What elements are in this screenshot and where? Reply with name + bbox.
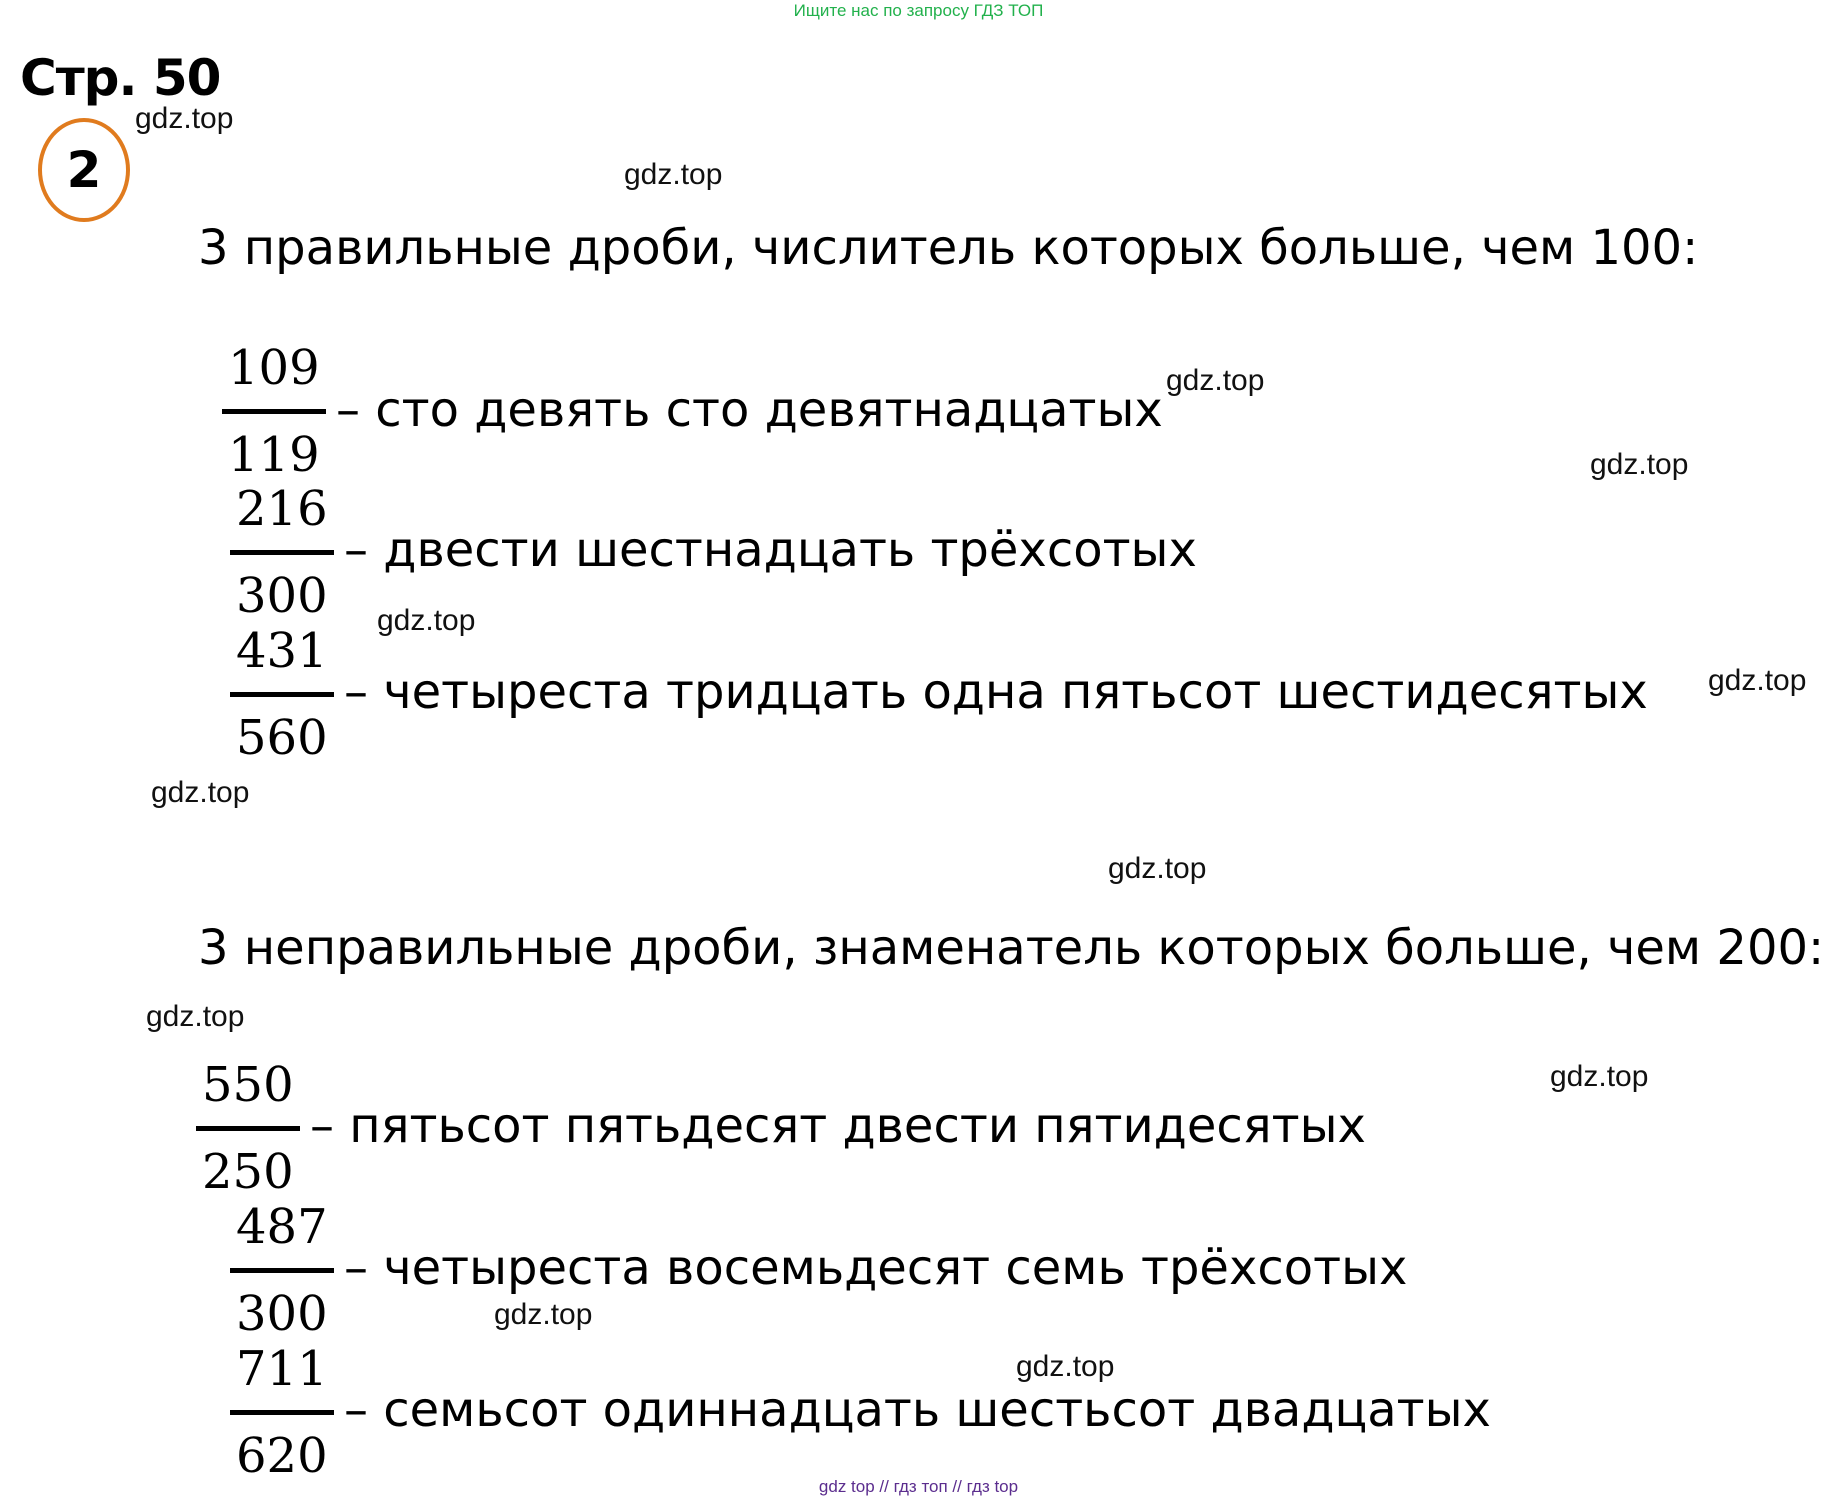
fraction-numerator: 431 xyxy=(236,623,328,679)
fraction-6 xyxy=(230,1338,334,1487)
watermark: gdz.top xyxy=(135,102,234,135)
fraction-numerator: 109 xyxy=(228,340,320,396)
fraction-numerator: 550 xyxy=(202,1057,294,1113)
fraction-denominator: 300 xyxy=(236,568,328,624)
fraction-2 xyxy=(230,478,334,627)
fraction-1 xyxy=(222,337,326,486)
fraction-denominator: 119 xyxy=(228,427,320,483)
watermark: gdz.top xyxy=(1166,364,1265,397)
watermark: gdz.top xyxy=(151,776,250,809)
fraction-bar xyxy=(222,409,326,414)
fraction-2-reading: – двести шестнадцать трёхсотых xyxy=(344,522,1197,578)
fraction-6-reading: – семьсот одиннадцать шестьсот двадцатых xyxy=(344,1382,1491,1438)
fraction-4-reading: – пятьсот пятьдесят двести пятидесятых xyxy=(310,1098,1366,1154)
footer-links: gdz top // гдз топ // гдз top xyxy=(818,1477,1019,1496)
fraction-numerator: 216 xyxy=(236,481,328,537)
fraction-numerator: 487 xyxy=(236,1199,328,1255)
fraction-3-reading: – четыреста тридцать одна пятьсот шестидесятых xyxy=(344,664,1648,720)
fraction-bar xyxy=(230,1268,334,1273)
fraction-5-reading: – четыреста восемьдесят семь трёхсотых xyxy=(344,1240,1408,1296)
watermark: gdz.top xyxy=(1550,1060,1649,1093)
watermark: gdz.top xyxy=(494,1298,593,1331)
task-number: 2 xyxy=(66,141,102,199)
watermark: gdz.top xyxy=(377,604,476,637)
page-title: Стр. 50 xyxy=(20,49,221,107)
fraction-bar xyxy=(230,550,334,555)
fraction-1-reading: – сто девять сто девятнадцатых xyxy=(336,382,1163,438)
fraction-numerator: 711 xyxy=(236,1341,328,1397)
watermark: gdz.top xyxy=(146,1000,245,1033)
section2-heading: 3 неправильные дроби, знаменатель которых больше, чем 200: xyxy=(198,920,1825,976)
watermark: gdz.top xyxy=(1016,1350,1115,1383)
fraction-bar xyxy=(230,692,334,697)
fraction-denominator: 620 xyxy=(236,1428,328,1484)
watermark: gdz.top xyxy=(1108,852,1207,885)
fraction-4 xyxy=(196,1054,300,1203)
watermark: gdz.top xyxy=(1708,664,1807,697)
fraction-denominator: 250 xyxy=(202,1144,294,1200)
watermark: gdz.top xyxy=(1590,448,1689,481)
fraction-bar xyxy=(230,1410,334,1415)
top-banner: Ищите нас по запросу ГДЗ ТОП xyxy=(793,1,1044,20)
fraction-denominator: 560 xyxy=(236,710,328,766)
fraction-5 xyxy=(230,1196,334,1345)
fraction-bar xyxy=(196,1126,300,1131)
fraction-3 xyxy=(230,620,334,769)
fraction-denominator: 300 xyxy=(236,1286,328,1342)
watermark: gdz.top xyxy=(624,158,723,191)
section1-heading: 3 правильные дроби, числитель которых больше, чем 100: xyxy=(198,220,1699,276)
